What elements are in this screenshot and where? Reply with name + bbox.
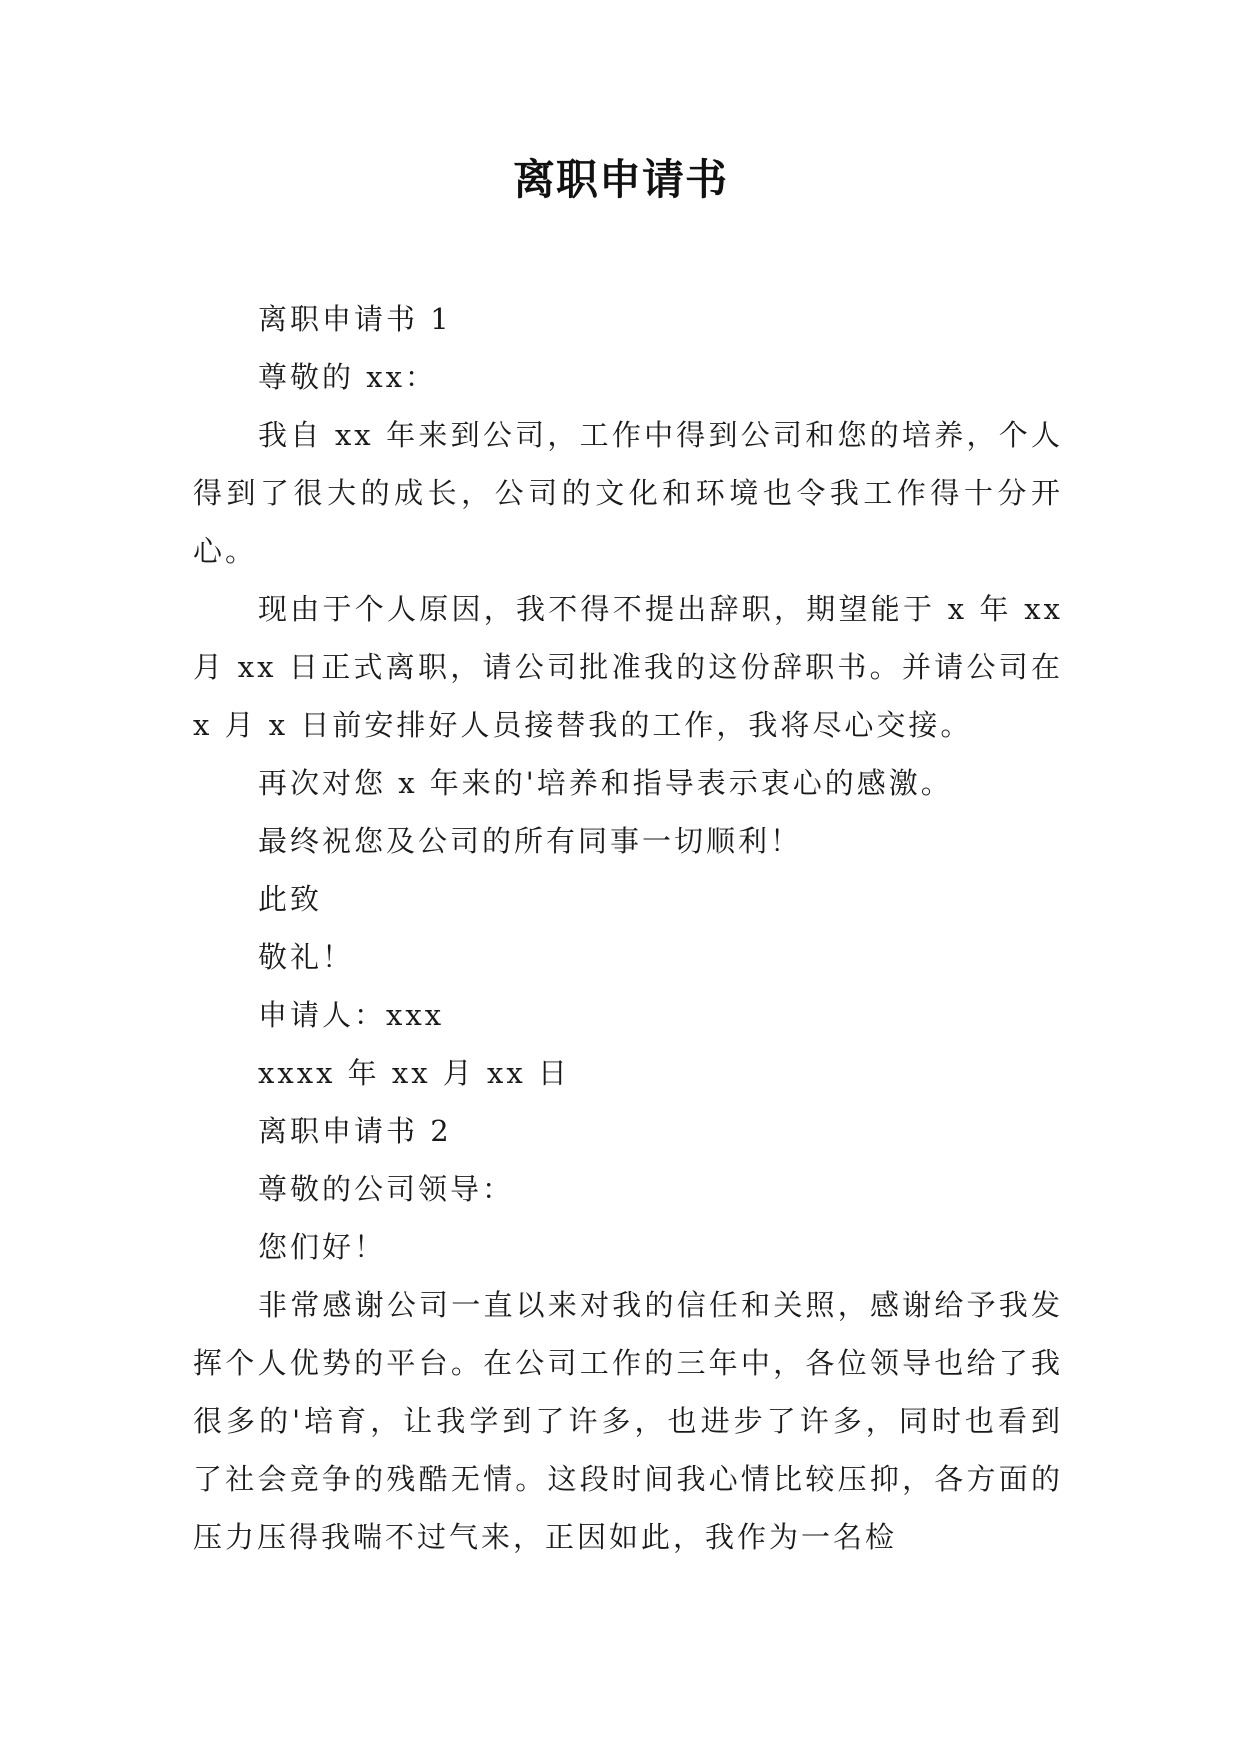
- body-paragraph: 我自 xx 年来到公司，工作中得到公司和您的培养，个人得到了很大的成长，公司的文化和环境也令我工作得十分开心。: [193, 418, 1063, 568]
- document-title: 离职申请书: [512, 155, 728, 204]
- document-body: [193, 290, 1076, 1566]
- salutation-2: 尊敬的公司领导：: [258, 1172, 515, 1206]
- section-heading-2: 离职申请书 2: [258, 1114, 452, 1148]
- date-line: xxxx 年 xx 月 xx 日: [258, 1056, 570, 1090]
- body-paragraph: 非常感谢公司一直以来对我的信任和关照，感谢给予我发挥个人优势的平台。在公司工作的三年中，各位领导也给了我很多的'培育，让我学到了许多，也进步了许多，同时也看到了社会竞争的残酷无情。这段时间我心情比较压抑，各方面的压力压得我喘不过气来，正因如此，我作为一名检: [193, 1288, 1063, 1554]
- salutation-1: 尊敬的 xx：: [258, 360, 437, 394]
- body-paragraph: 最终祝您及公司的所有同事一切顺利！: [258, 824, 803, 858]
- applicant-line: 申请人：xxx: [258, 998, 445, 1032]
- section-heading-1: 离职申请书 1: [258, 302, 452, 336]
- body-paragraph: 现由于个人原因，我不得不提出辞职，期望能于 x 年 xx 月 xx 日正式离职，请公司批准我的这份辞职书。并请公司在 x 月 x 日前安排好人员接替我的工作，我将尽心交接。: [193, 592, 1076, 742]
- greeting-line: 您们好！: [258, 1230, 387, 1264]
- closing-phrase: 此致: [258, 882, 323, 916]
- body-paragraph: 再次对您 x 年来的'培养和指导表示衷心的感激。: [258, 766, 953, 800]
- closing-regards: 敬礼！: [258, 940, 355, 974]
